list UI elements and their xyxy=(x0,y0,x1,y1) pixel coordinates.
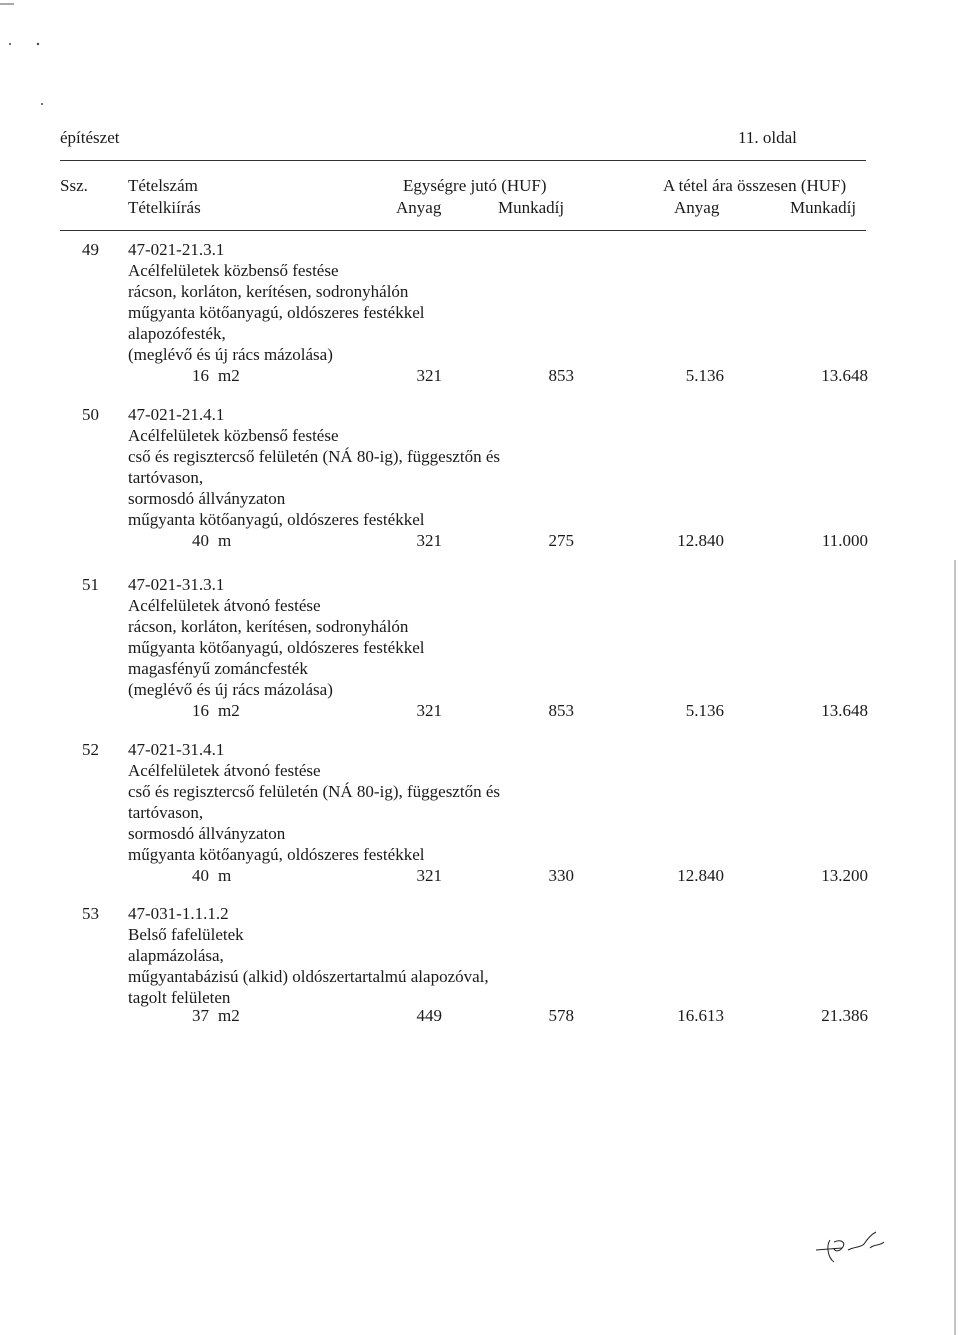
unit-price-labor: 853 xyxy=(548,701,574,720)
item-description-line: Acélfelületek közbenső festése xyxy=(128,426,339,445)
item-quantity: 37 xyxy=(192,1006,209,1025)
header-bottom-rule xyxy=(60,230,866,231)
unit-price-material: 321 xyxy=(416,531,442,550)
item-unit: m xyxy=(218,866,232,885)
item-quantity: 16 xyxy=(192,701,209,720)
col-header-osszesen: A tétel ára összesen (HUF) xyxy=(663,176,847,195)
item-code: 47-021-31.3.1 xyxy=(128,575,225,594)
item-description-line: tartóvason, xyxy=(128,468,204,487)
page-number: 11. oldal xyxy=(738,128,797,147)
col-header-anyag-total: Anyag xyxy=(674,198,720,217)
col-header-ssz: Ssz. xyxy=(60,176,88,195)
item-description-line: magasfényű zománcfesték xyxy=(128,659,308,678)
item-code: 47-021-21.4.1 xyxy=(128,405,225,424)
signature xyxy=(812,1228,892,1268)
col-header-munkadij-total: Munkadíj xyxy=(790,198,857,217)
item-unit: m2 xyxy=(218,366,240,385)
item-quantity: 40 xyxy=(192,531,209,550)
item-unit: m2 xyxy=(218,1006,240,1025)
col-header-tetelszam: Tételszám xyxy=(128,176,198,195)
scan-edge-line xyxy=(950,560,960,1335)
item-number: 49 xyxy=(82,240,99,259)
total-labor: 13.648 xyxy=(821,701,868,720)
item-quantity: 40 xyxy=(192,866,209,885)
item-description-line: műgyanta kötőanyagú, oldószeres festékkel xyxy=(128,303,425,322)
item-description-line: sormosdó állványzaton xyxy=(128,489,286,508)
item-description-line: alapozófesték, xyxy=(128,324,226,343)
col-header-munkadij-unit: Munkadíj xyxy=(498,198,565,217)
item-description-line: cső és regisztercső felületén (NÁ 80-ig), függesztőn és xyxy=(128,782,500,801)
item-description-line: tagolt felületen xyxy=(128,988,231,1007)
unit-price-material: 449 xyxy=(416,1006,442,1025)
unit-price-labor: 275 xyxy=(548,531,574,550)
total-labor: 13.200 xyxy=(821,866,868,885)
item-description-line: műgyanta kötőanyagú, oldószeres festékkel xyxy=(128,845,425,864)
item-number: 50 xyxy=(82,405,99,424)
item-unit: m xyxy=(218,531,232,550)
unit-price-material: 321 xyxy=(416,366,442,385)
item-code: 47-021-21.3.1 xyxy=(128,240,225,259)
item-code: 47-021-31.4.1 xyxy=(128,740,225,759)
header-top-rule xyxy=(60,160,866,161)
total-material: 12.840 xyxy=(677,866,724,885)
total-labor: 13.648 xyxy=(821,366,868,385)
total-labor: 21.386 xyxy=(821,1006,868,1025)
total-material: 5.136 xyxy=(685,701,724,720)
item-description-line: (meglévő és új rács mázolása) xyxy=(128,680,333,699)
item-description-line: alapmázolása, xyxy=(128,946,224,965)
scan-specks xyxy=(0,0,60,110)
total-labor: 11.000 xyxy=(821,531,868,550)
item-number: 53 xyxy=(82,904,99,923)
item-code: 47-031-1.1.1.2 xyxy=(128,904,229,923)
item-description-line: (meglévő és új rács mázolása) xyxy=(128,345,333,364)
total-material: 12.840 xyxy=(677,531,724,550)
item-description-line: rácson, korláton, kerítésen, sodronyhálón xyxy=(128,617,409,636)
item-description-line: Acélfelületek átvonó festése xyxy=(128,596,321,615)
item-description-line: műgyanta kötőanyagú, oldószeres festékkel xyxy=(128,510,425,529)
unit-price-material: 321 xyxy=(416,866,442,885)
unit-price-material: 321 xyxy=(416,701,442,720)
col-header-anyag-unit: Anyag xyxy=(396,198,442,217)
unit-price-labor: 853 xyxy=(548,366,574,385)
item-description-line: rácson, korláton, kerítésen, sodronyhálón xyxy=(128,282,409,301)
total-material: 5.136 xyxy=(685,366,724,385)
item-unit: m2 xyxy=(218,701,240,720)
unit-price-labor: 578 xyxy=(548,1006,574,1025)
item-description-line: cső és regisztercső felületén (NÁ 80-ig), függesztőn és xyxy=(128,447,500,466)
item-description-line: tartóvason, xyxy=(128,803,204,822)
item-description-line: műgyanta kötőanyagú, oldószeres festékkel xyxy=(128,638,425,657)
item-description-line: Belső fafelületek xyxy=(128,925,244,944)
document-section-title: építészet xyxy=(60,128,120,147)
item-description-line: Acélfelületek átvonó festése xyxy=(128,761,321,780)
item-description-line: Acélfelületek közbenső festése xyxy=(128,261,339,280)
item-number: 52 xyxy=(82,740,99,759)
item-description-line: műgyantabázisú (alkid) oldószertartalmú alapozóval, xyxy=(128,967,489,986)
col-header-tetelkiiras: Tételkiírás xyxy=(128,198,201,217)
total-material: 16.613 xyxy=(677,1006,724,1025)
item-quantity: 16 xyxy=(192,366,209,385)
item-number: 51 xyxy=(82,575,99,594)
col-header-egysegre: Egységre jutó (HUF) xyxy=(403,176,547,195)
item-description-line: sormosdó állványzaton xyxy=(128,824,286,843)
unit-price-labor: 330 xyxy=(548,866,574,885)
